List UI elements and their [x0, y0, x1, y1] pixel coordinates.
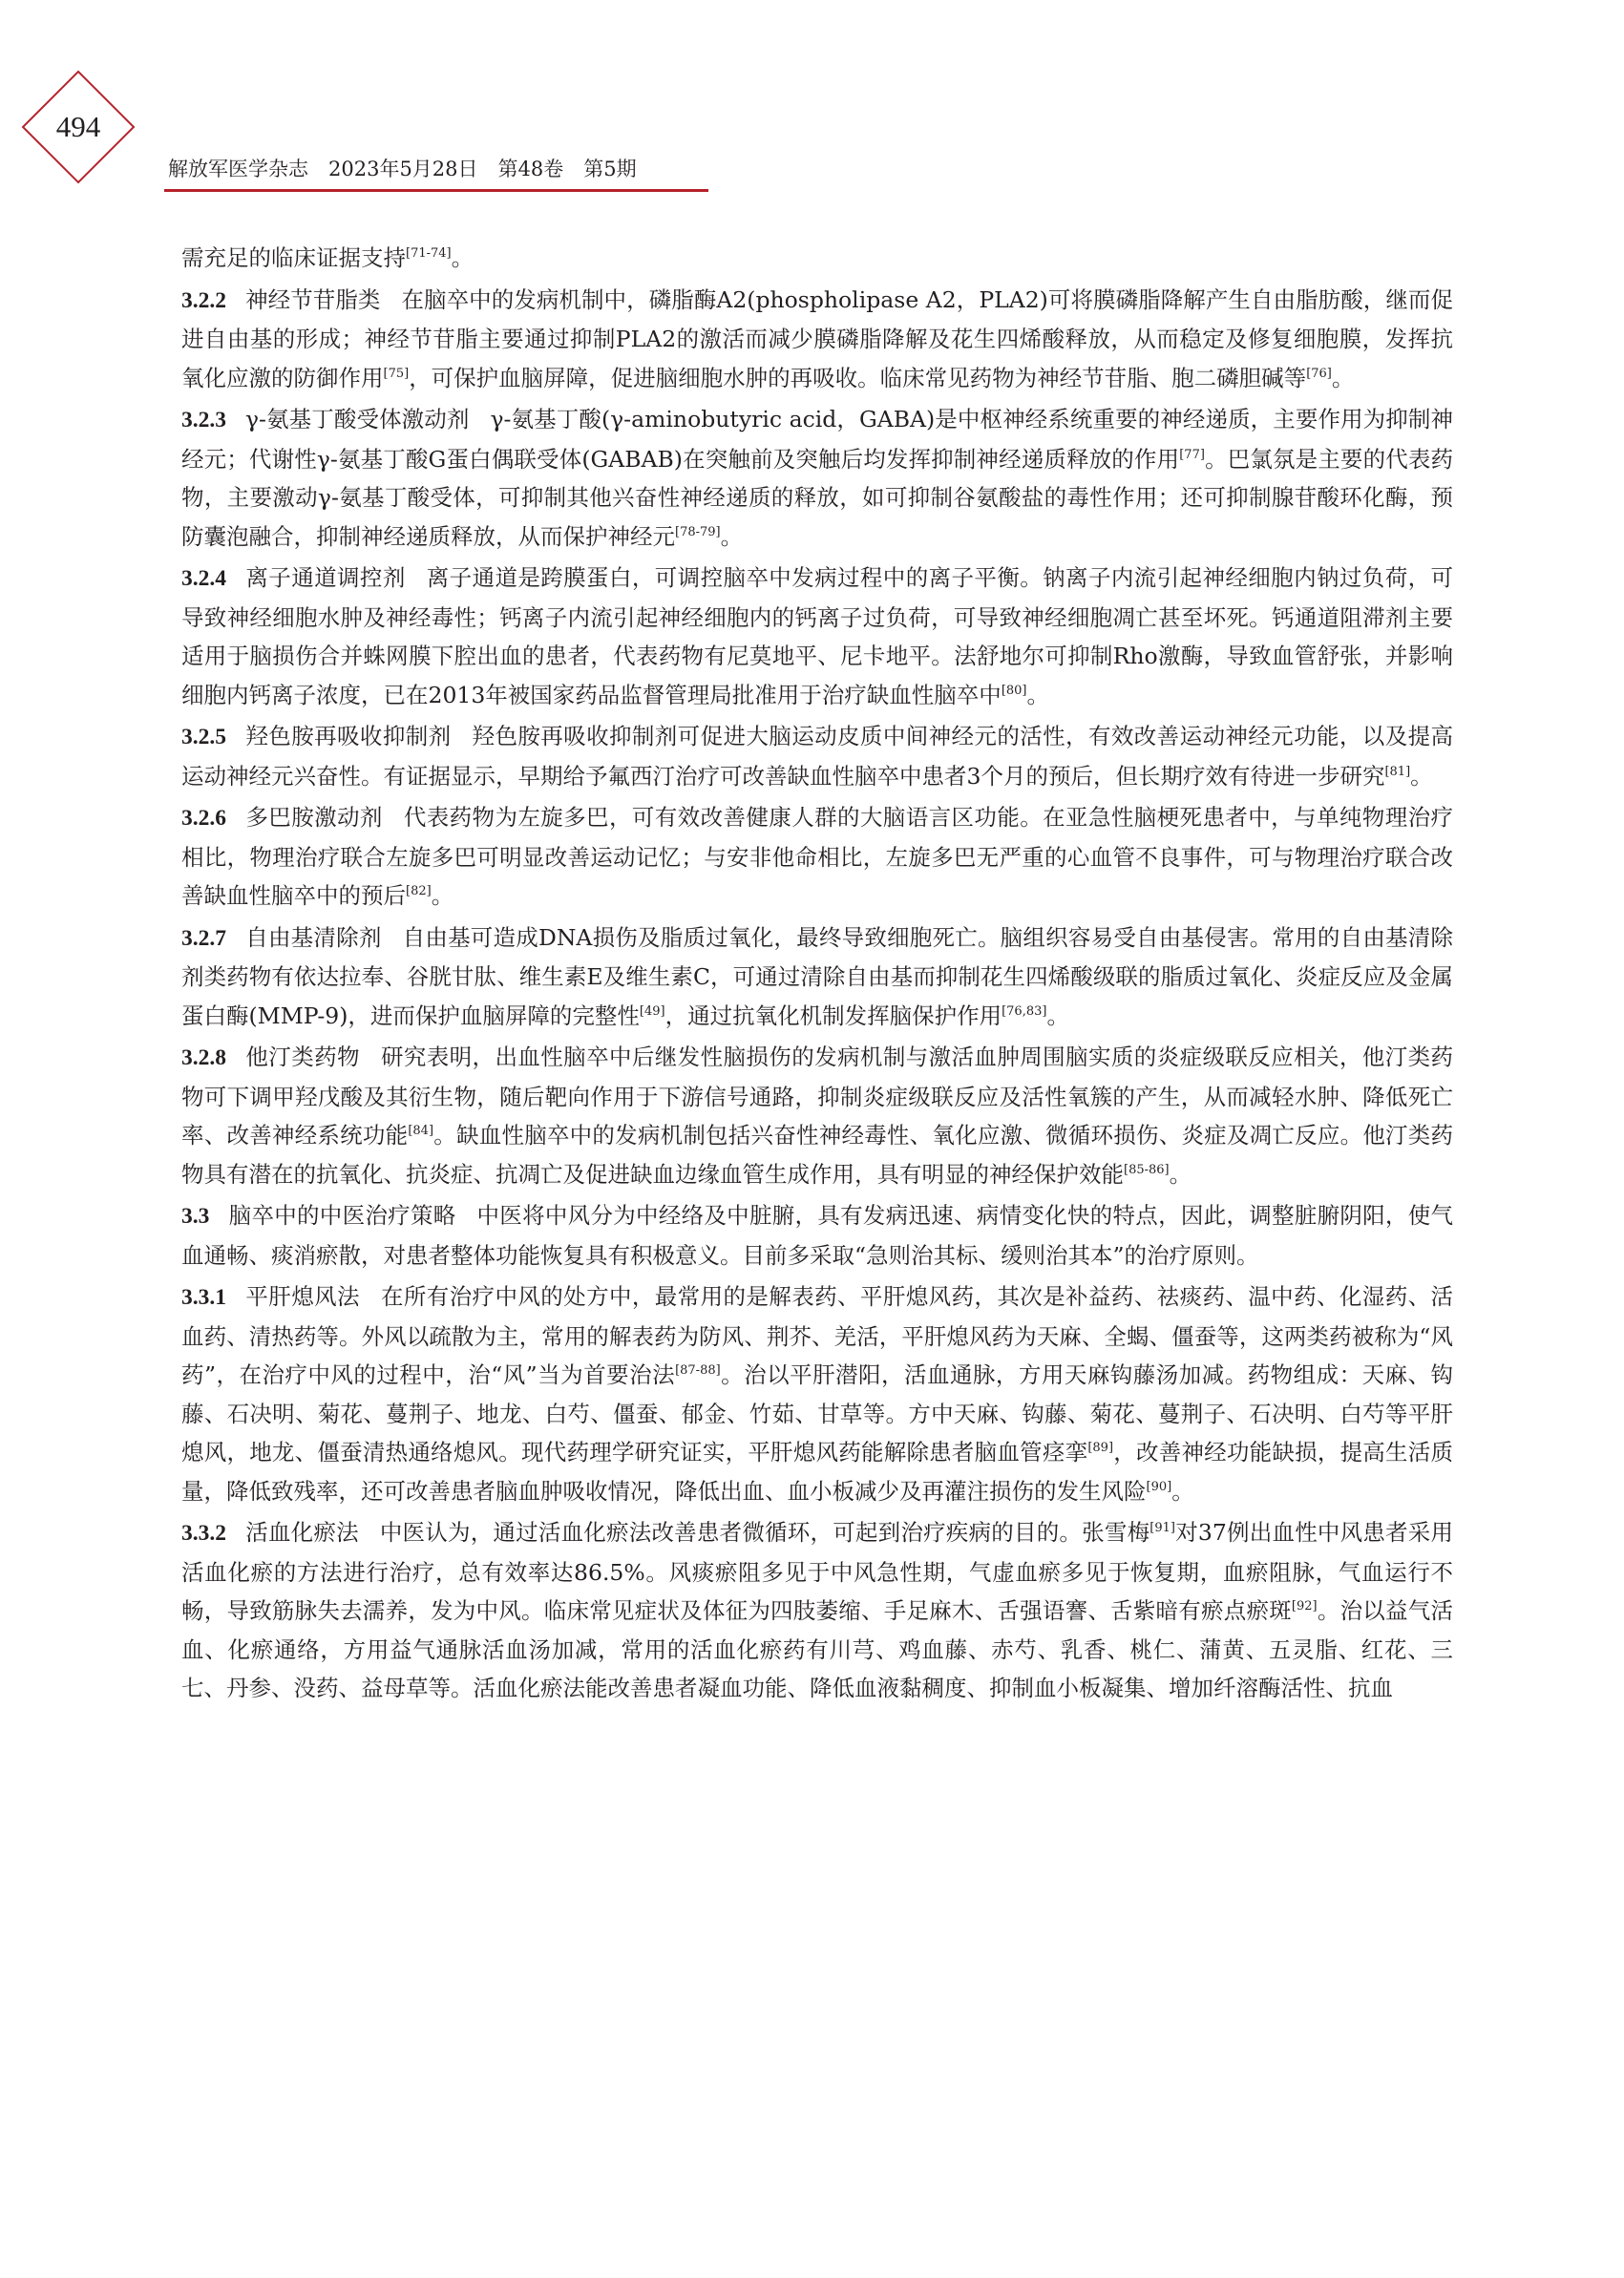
- citation-ref: [84]: [408, 1124, 434, 1138]
- paragraph-text: 。: [1331, 364, 1355, 391]
- section-heading: 自由基清除剂: [245, 923, 382, 951]
- paragraph-text: γ-氨基丁酸(γ-aminobutyric acid，GABA)是中枢神经系统重要的神经递质，主要作用为抑制神经元；代谢性γ-氨基丁酸G蛋白偶联受体(GABAB)在突触前及突触后均发挥抑制神经递质释放的作用: [181, 406, 1453, 473]
- citation-ref: [87-88]: [675, 1363, 721, 1378]
- paragraph-text: 中医认为，通过活血化瘀法改善患者微循环，可起到治疗疾病的目的。张雪梅: [379, 1519, 1150, 1546]
- body-paragraph: [181, 239, 1453, 278]
- section-heading: 脑卒中的中医治疗策略: [228, 1202, 456, 1229]
- citation-ref: [76]: [1306, 366, 1332, 381]
- paragraph-text: 代表药物为左旋多巴，可有效改善健康人群的大脑语言区功能。在亚急性脑梗死患者中，与单纯物理治疗相比，物理治疗联合左旋多巴可明显改善运动记忆；与安非他命相比，左旋多巴无严重的心血管不良事件，可与物理治疗联合改善缺血性脑卒中的预后: [181, 804, 1453, 909]
- body-paragraph: [181, 918, 1453, 1036]
- section-number: 3.2.5: [181, 725, 226, 749]
- article-body: [181, 239, 1453, 1711]
- paragraph-text: 对37例出血性中风患者采用活血化瘀的方法进行治疗，总有效率达86.5%。风痰瘀阻多见于中风急性期，气虚血瘀多见于恢复期，血瘀阻脉，气血运行不畅，导致筋脉失去濡养，发为中风。临床常见症状及体征为四肢萎缩、手足麻木、舌强语謇、舌紫暗有瘀点瘀斑: [181, 1519, 1454, 1624]
- paragraph-text: 。: [1046, 1002, 1069, 1029]
- paragraph-text: 。: [720, 522, 744, 550]
- body-paragraph: [181, 1277, 1453, 1510]
- paragraph-text: 离子通道是跨膜蛋白，可调控脑卒中发病过程中的离子平衡。钠离子内流引起神经细胞内钠过负荷，可导致神经细胞水肿及神经毒性；钙离子内流引起神经细胞内的钙离子过负荷，可导致神经细胞凋亡甚至坏死。钙通道阻滞剂主要适用于脑损伤合并蛛网膜下腔出血的患者，代表药物有尼莫地平、尼卡地平。法舒地尔可抑制Rho激酶，导致血管舒张，并影响细胞内钙离子浓度，已在2013年被国家药品监督管理局批准用于治疗缺血性脑卒中: [181, 564, 1454, 708]
- section-number: 3.3.1: [181, 1285, 226, 1310]
- section-heading: 羟色胺再吸收抑制剂: [245, 723, 452, 749]
- citation-ref: [77]: [1179, 447, 1205, 462]
- paragraph-text: 。缺血性脑卒中的发病机制包括兴奋性神经毒性、氧化应激、微循环损伤、炎症及凋亡反应。他汀类药物具有潜在的抗氧化、抗炎症、抗凋亡及促进缺血边缘血管生成作用，具有明显的神经保护效能: [181, 1122, 1454, 1188]
- citation-ref: [80]: [1001, 683, 1027, 698]
- section-heading: γ-氨基丁酸受体激动剂: [245, 406, 470, 432]
- paragraph-text: 。: [1026, 681, 1049, 708]
- citation-ref: [76,83]: [1002, 1003, 1047, 1019]
- paragraph-text: 。巴氯氛是主要的代表药物，主要激动γ-氨基丁酸受体，可抑制其他兴奋性神经递质的释放，如可抑制谷氨酸盐的毒性作用；还可抑制腺苷酸环化酶，预防囊泡融合，抑制神经递质释放，从而保护神经元: [181, 445, 1453, 550]
- paragraph-text: 中医将中风分为中经络及中脏腑，具有发病迅速、病情变化快的特点，因此，调整脏腑阴阳，使气血通畅、痰消瘀散，对患者整体功能恢复具有积极意义。目前多采取“急则治其标、缓则治其本”的治疗原则。: [181, 1202, 1454, 1269]
- body-paragraph: [181, 1513, 1453, 1708]
- paragraph-text: 自由基可造成DNA损伤及脂质过氧化，最终导致细胞死亡。脑组织容易受自由基侵害。常用的自由基清除剂类药物有依达拉奉、谷胱甘肽、维生素E及维生素C，可通过清除自由基而抑制花生四烯酸级联的脂质过氧化、炎症反应及金属蛋白酶(MMP-9)，进而保护血脑屏障的完整性: [181, 923, 1454, 1029]
- citation-ref: [91]: [1149, 1521, 1175, 1535]
- section-heading: 离子通道调控剂: [245, 564, 406, 591]
- section-heading: 平肝熄风法: [245, 1283, 360, 1310]
- body-paragraph: [181, 1038, 1453, 1193]
- paragraph-text: 在脑卒中的发病机制中，磷脂酶A2(phospholipase A2，PLA2)可将膜磷脂降解产生自由脂肪酸，继而促进自由基的形成；神经节苷脂主要通过抑制PLA2的激活而减少膜磷脂降解及花生四烯酸释放，从而稳定及修复细胞膜，发挥抗氧化应激的防御作用: [181, 285, 1454, 391]
- section-heading: 活血化瘀法: [245, 1519, 359, 1546]
- paragraph-text: ，改善神经功能缺损，提高生活质量，降低致残率，还可改善患者脑血肿吸收情况，降低出血、血小板减少及再灌注损伤的发生风险: [181, 1439, 1454, 1505]
- section-heading: 神经节苷脂类: [245, 285, 381, 313]
- body-paragraph: [181, 559, 1453, 714]
- paragraph-text: 。治以益气活血、化瘀通络，方用益气通脉活血汤加减，常用的活血化瘀药有川芎、鸡血藤、赤芍、乳香、桃仁、蒲黄、五灵脂、红花、三七、丹参、没药、益母草等。活血化瘀法能改善患者凝血功能、降低血液黏稠度、抑制血小板凝集、增加纤溶酶活性、抗血: [181, 1597, 1454, 1701]
- citation-ref: [85-86]: [1124, 1162, 1170, 1177]
- paragraph-text: 在所有治疗中风的处方中，最常用的是解表药、平肝熄风药，其次是补益药、祛痰药、温中药、化湿药、活血药、清热药等。外风以疏散为主，常用的解表药为防风、荆芥、羌活，平肝熄风药为天麻、全蝎、僵蚕等，这两类药被称为“风药”，在治疗中风的过程中，治“风”当为首要治法: [181, 1283, 1454, 1388]
- paragraph-text: 。治以平肝潜阳，活血通脉，方用天麻钩藤汤加减。药物组成：天麻、钩藤、石决明、菊花、蔓荆子、地龙、白芍、僵蚕、郁金、竹茹、甘草等。方中天麻、钩藤、菊花、蔓荆子、石决明、白芍等平肝熄风，地龙、僵蚕清热通络熄风。现代药理学研究证实，平肝熄风药能解除患者脑血管痉挛: [181, 1361, 1454, 1466]
- section-number: 3.2.7: [181, 925, 226, 951]
- citation-ref: [82]: [406, 884, 432, 898]
- body-paragraph: [181, 798, 1453, 916]
- paragraph-text: ，通过抗氧化机制发挥脑保护作用: [664, 1002, 1002, 1029]
- citation-ref: [89]: [1087, 1441, 1114, 1455]
- citation-ref: [90]: [1146, 1479, 1172, 1494]
- paragraph-text: ，可保护血脑屏障，促进脑细胞水肿的再吸收。临床常见药物为神经节苷脂、胞二磷胆碱等: [409, 364, 1307, 391]
- citation-ref: [71-74]: [406, 246, 452, 261]
- paragraph-text: 。: [1410, 762, 1433, 790]
- paragraph-text: 。: [431, 882, 454, 909]
- section-number: 3.2.6: [181, 806, 226, 831]
- section-heading: 他汀类药物: [245, 1044, 360, 1070]
- body-paragraph: [181, 400, 1453, 556]
- body-paragraph: [181, 1196, 1453, 1275]
- section-heading: 多巴胺激动剂: [245, 804, 383, 831]
- citation-ref: [81]: [1384, 764, 1411, 779]
- section-number: 3.2.4: [181, 566, 226, 591]
- body-paragraph: [181, 717, 1453, 795]
- paragraph-text: 需充足的临床证据支持: [181, 244, 406, 271]
- citation-ref: [49]: [639, 1003, 665, 1019]
- paragraph-text: 研究表明，出血性脑卒中后继发性脑损伤的发病机制与激活血肿周围脑实质的炎症级联反应相关，他汀类药物可下调甲羟戊酸及其衍生物，随后靶向作用于下游信号通路，抑制炎症级联反应及活性氧簇的产生，从而减轻水肿、降低死亡率、改善神经系统功能: [181, 1044, 1454, 1149]
- section-number: 3.2.2: [181, 287, 226, 313]
- section-number: 3.2.8: [181, 1045, 226, 1070]
- paragraph-text: 。: [1169, 1160, 1192, 1188]
- paragraph-text: 羟色胺再吸收抑制剂可促进大脑运动皮质中间神经元的活性，有效改善运动神经元功能，以及提高运动神经元兴奋性。有证据显示，早期给予氟西汀治疗可改善缺血性脑卒中患者3个月的预后，但长期疗效有待进一步研究: [181, 723, 1454, 790]
- citation-ref: [92]: [1291, 1599, 1318, 1614]
- paragraph-text: 。: [1171, 1477, 1194, 1505]
- page-number: 494: [55, 110, 101, 143]
- citation-ref: [75]: [383, 366, 410, 381]
- section-number: 3.3: [181, 1204, 210, 1229]
- section-number: 3.3.2: [181, 1521, 226, 1546]
- section-number: 3.2.3: [181, 408, 226, 432]
- body-paragraph: [181, 281, 1453, 398]
- journal-citation: 解放军医学杂志 2023年5月28日 第48卷 第5期: [168, 158, 637, 180]
- running-head: [164, 151, 708, 192]
- paragraph-text: 。: [451, 244, 475, 271]
- citation-ref: [78-79]: [675, 524, 721, 539]
